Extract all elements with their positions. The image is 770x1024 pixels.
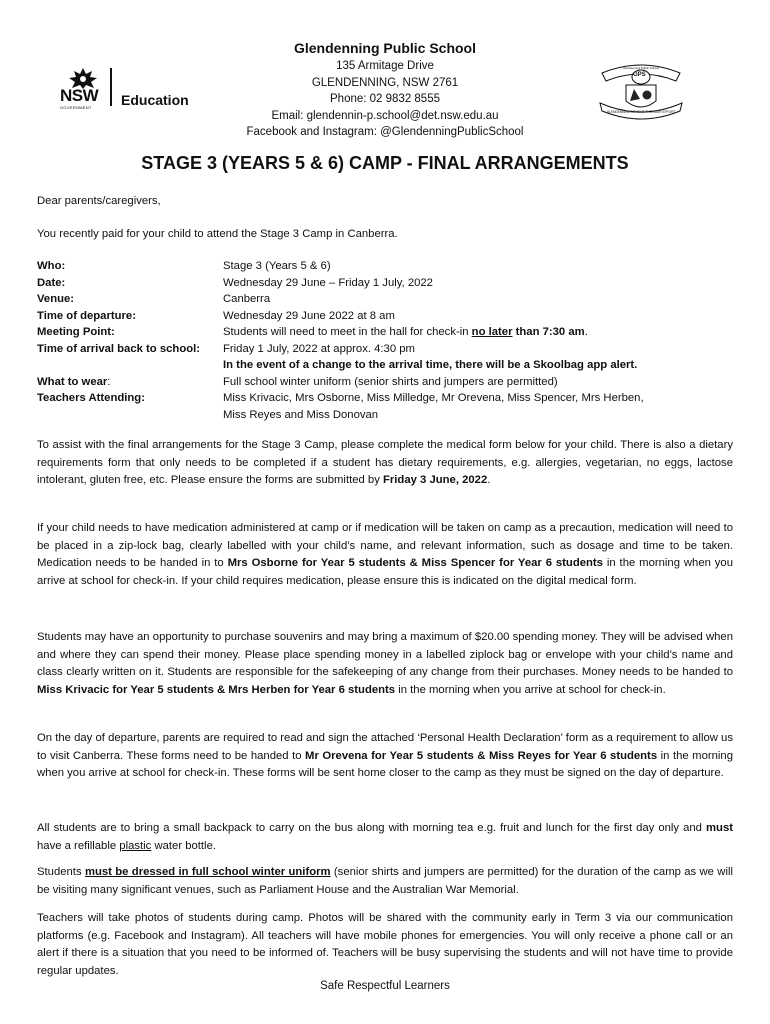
teachers-value-cont: Miss Reyes and Miss Donovan <box>223 408 379 421</box>
greeting: Dear parents/caregivers, <box>37 195 161 207</box>
venue-value: Canberra <box>223 293 271 305</box>
wear-label: What to wear <box>37 375 108 388</box>
who-value: Stage 3 (Years 5 & 6) <box>223 260 331 272</box>
detail-row-teachers <box>37 390 737 407</box>
date-label: Date: <box>37 276 66 289</box>
backpack-paragraph: All students are to bring a small backpack to carry on the bus along with morning tea e.g. fruit and lunch for the first day only and must have a refillable plastic water bottle. <box>37 822 733 852</box>
detail-row-date <box>37 275 737 292</box>
arrival-note: In the event of a change to the arrival time, there will be a Skoolbag app alert. <box>223 359 638 371</box>
detail-row-departure <box>37 308 737 325</box>
social-line: Facebook and Instagram: @GlendenningPublicSchool <box>246 126 524 138</box>
meeting-no-later: no later <box>471 326 513 338</box>
letter-title: STAGE 3 (YEARS 5 & 6) CAMP - FINAL ARRANGEMENTS <box>141 153 629 173</box>
health-declaration-paragraph: On the day of departure, parents are required to read and sign the attached ‘Personal Health Declaration’ form as a requirement to allow us to visit Canberra. These forms need to be handed to Mr Orevena for Year 5 students & Miss Reyes for Year 6 students in the morning when you arrive at school for check-in. These forms will be sent home closer to the camp as they must be signed on the day of departure. <box>37 732 733 780</box>
detail-row-who <box>37 258 737 275</box>
school-name: Glendenning Public School <box>293 40 476 56</box>
meeting-time: than 7:30 am <box>512 326 585 338</box>
arrival-value: Friday 1 July, 2022 at approx. 4:30 pm <box>223 342 415 355</box>
meeting-label: Meeting Point: <box>37 326 115 338</box>
who-label: Who: <box>37 260 66 272</box>
meeting-value <box>223 324 737 341</box>
wear-value: Full school winter uniform (senior shirts and jumpers are permitted) <box>223 375 558 388</box>
uniform-paragraph: Students must be dressed in full school winter uniform (senior shirts and jumpers are permitted) for the duration of the camp as we will be visiting many significant venues, such as Parliament House and the Australian War Memorial. <box>37 866 733 896</box>
declaration-contacts: Mr Orevena for Year 5 students & Miss Reyes for Year 6 students <box>305 749 658 762</box>
detail-row-teachers-cont <box>37 407 737 424</box>
meeting-period: . <box>584 326 588 338</box>
letterhead <box>0 38 770 141</box>
departure-label: Time of departure: <box>37 309 136 322</box>
intro-paragraph: You recently paid for your child to attend the Stage 3 Camp in Canberra. <box>37 228 398 240</box>
school-motto-footer: Safe Respectful Learners <box>320 980 450 992</box>
meeting-text: Students will need to meet in the hall for check-in <box>223 326 472 338</box>
venue-label: Venue: <box>37 293 75 305</box>
crest-top-text: Glendenning Public School <box>622 66 660 70</box>
date-value: Wednesday 29 June – Friday 1 July, 2022 <box>223 276 433 289</box>
nsw-wordmark: NSW <box>60 86 99 105</box>
education-wordmark: Education <box>121 92 189 108</box>
detail-row-wear <box>37 374 737 391</box>
uniform-requirement: must be dressed in full school winter uniform <box>84 866 331 878</box>
teachers-value: Miss Krivacic, Mrs Osborne, Miss Milledge, Mr Orevena, Miss Spencer, Mrs Herben, <box>223 392 644 404</box>
medication-paragraph: If your child needs to have medication administered at camp or if medication will be taken on camp as a precaution, medication will need to be placed in a zip-lock bag, clearly labelled with your child’s name, and relevant information, such as dosage and time to be taken. Medication needs to be handed in to Mrs Osborne for Year 5 students & Miss Spencer for Year 6 students in the morning when you arrive at school for check-in. If your child requires medication, please ensure this is indicated on the digital medical form. <box>37 522 733 587</box>
spending-money-paragraph: Students may have an opportunity to purchase souvenirs and may bring a maximum of $20.00 spending money. They will be advised when and where they can spend their money. Please place spending money in a labelled ziplock bag or envelope with your child’s name and class clearly written on it. Students are responsible for the safekeeping of any change from their purchases. Money needs to be handed to Miss Krivacic for Year 5 students & Mrs Herben for Year 6 students in the morning when you arrive at school for check-in. <box>37 631 733 696</box>
plastic-word: plastic <box>119 839 152 852</box>
arrival-label: Time of arrival back to school: <box>37 342 201 355</box>
money-contacts: Miss Krivacic for Year 5 students & Mrs Herben for Year 6 students <box>37 683 396 696</box>
crest-monogram: GPS <box>633 72 646 78</box>
detail-row-meeting <box>37 324 737 341</box>
suburb-line: GLENDENNING, NSW 2761 <box>311 76 459 89</box>
departure-value: Wednesday 29 June 2022 at 8 am <box>223 309 395 322</box>
photos-paragraph: Teachers will take photos of students during camp. Photos will be shared with the community early in Term 3 via our communication platforms (e.g. Facebook and Instagram). All teachers will have mobile phones for emergencies. You will only receive a phone call or an alert if there is a situation that you need to be informed of. Teachers will be busy supervising the students and will not have time to provide regular updates. <box>37 912 733 977</box>
detail-row-arrival <box>37 341 737 358</box>
crest-bottom-text: GLENDENNING ACHIEVE THROUGH EFFORT <box>606 110 676 114</box>
medication-contacts: Mrs Osborne for Year 5 students & Miss Spencer for Year 6 students <box>227 557 603 570</box>
email-line: Email: glendennin-p.school@det.nsw.edu.au <box>271 109 499 122</box>
wear-colon: : <box>107 375 111 388</box>
detail-row-arrival-note <box>37 357 737 374</box>
phone-line: Phone: 02 9832 8555 <box>330 93 440 105</box>
forms-deadline: Friday 3 June, 2022 <box>383 474 488 487</box>
government-wordmark: GOVERNMENT <box>60 105 92 110</box>
teachers-label: Teachers Attending: <box>37 392 145 404</box>
forms-paragraph: To assist with the final arrangements for the Stage 3 Camp, please complete the medical form below for your child. There is also a dietary requirements form that only needs to be completed if a student has dietary requirements, e.g. allergies, vegetarian, no eggs, lactose intolerant, gluten free, etc. Please ensure the forms are submitted by Friday 3 June, 2022. <box>37 439 733 487</box>
must-word: must <box>706 822 733 834</box>
detail-row-venue <box>37 291 737 308</box>
camp-details <box>37 258 737 423</box>
address-line: 135 Armitage Drive <box>336 60 434 72</box>
